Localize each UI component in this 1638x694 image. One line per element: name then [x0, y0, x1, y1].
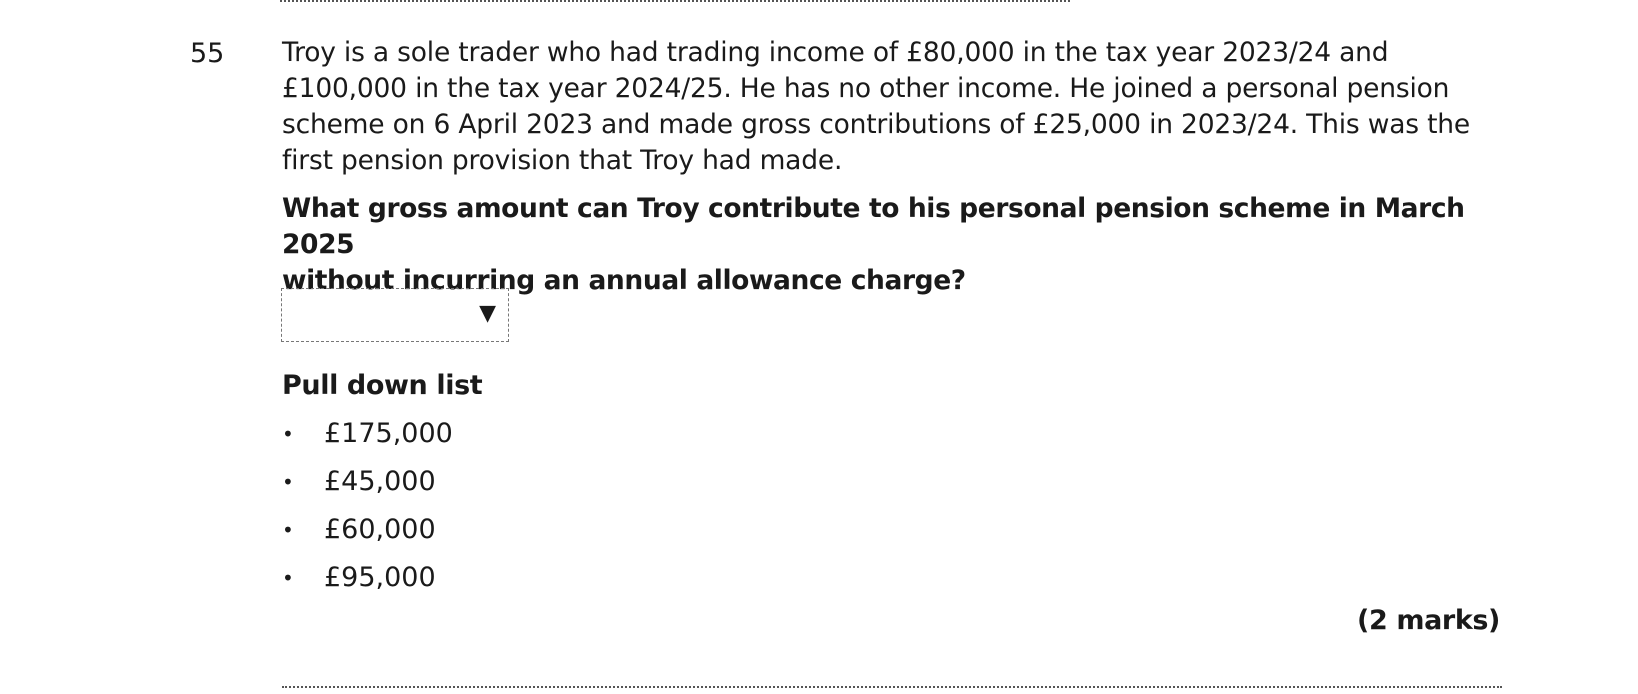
bullet-icon: • [282, 422, 294, 446]
question-prompt-line: What gross amount can Troy contribute to his personal pension scheme in March 2025 [282, 193, 1465, 260]
option-text: £95,000 [324, 562, 436, 593]
option-text: £60,000 [324, 514, 436, 545]
bottom-divider [282, 686, 1502, 688]
answer-dropdown[interactable] [281, 288, 509, 342]
question-prompt [282, 191, 1512, 299]
option-text: £45,000 [324, 466, 436, 497]
question-line: £100,000 in the tax year 2024/25. He has no other income. He joined a personal pension [282, 73, 1450, 104]
question-number: 55 [190, 38, 225, 69]
dropdown-arrow-icon[interactable]: ▼ [479, 301, 496, 326]
option-text: £175,000 [324, 418, 453, 449]
question-body [282, 35, 1512, 299]
bullet-icon: • [282, 470, 294, 494]
bullet-icon: • [282, 566, 294, 590]
pull-down-list-title: Pull down list [282, 370, 483, 401]
question-line: first pension provision that Troy had made. [282, 145, 843, 176]
bullet-icon: • [282, 518, 294, 542]
top-divider [280, 0, 1070, 2]
marks-label: (2 marks) [1357, 605, 1500, 636]
question-line: scheme on 6 April 2023 and made gross contributions of £25,000 in 2023/24. This was the [282, 109, 1470, 140]
question-prompt-line: without incurring an annual allowance charge? [282, 265, 966, 296]
question-line: Troy is a sole trader who had trading income of £80,000 in the tax year 2023/24 and [282, 37, 1389, 68]
